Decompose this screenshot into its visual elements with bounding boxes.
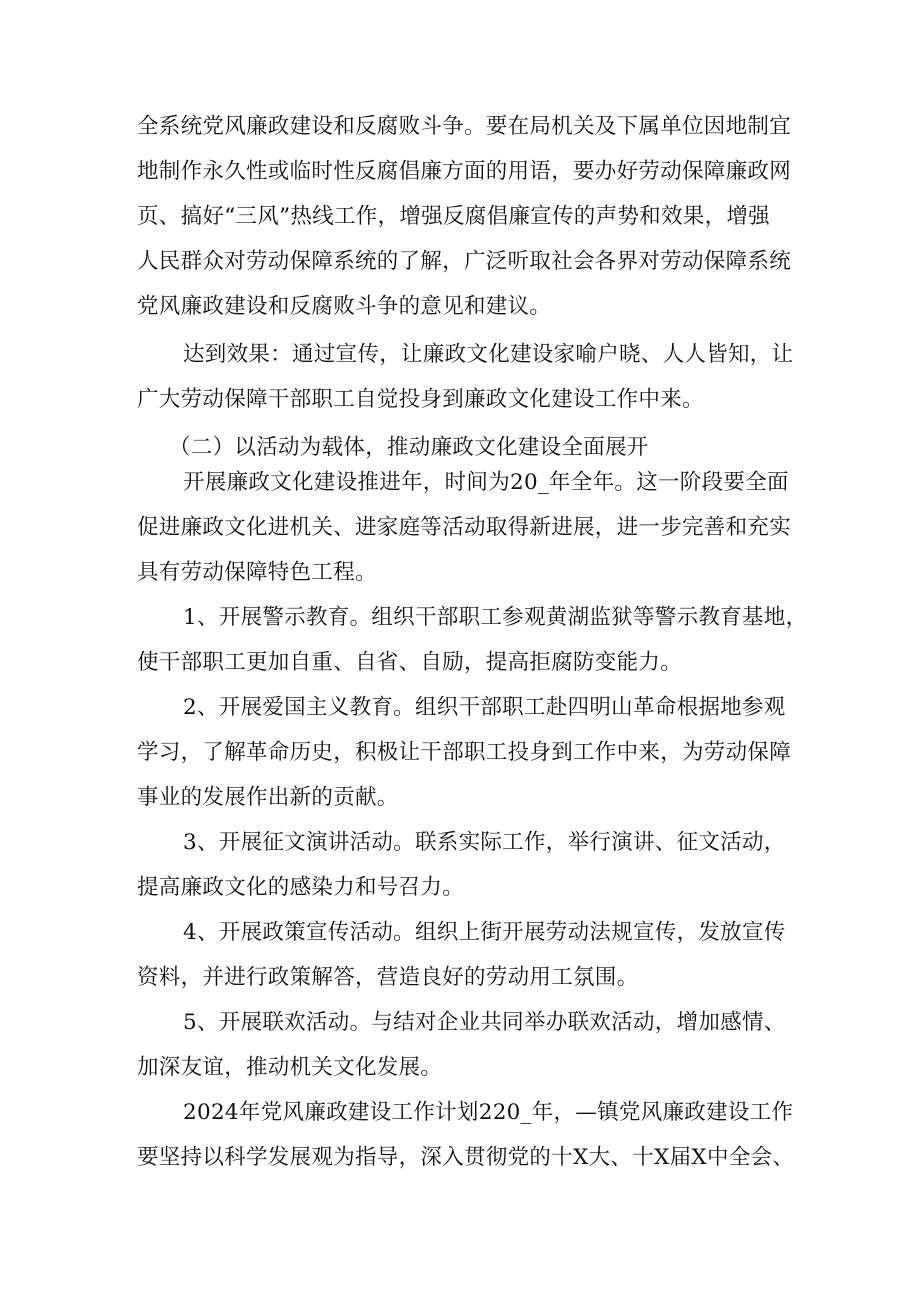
text-line: 4、开展政策宣传活动。组织上街开展劳动法规宣传，发放宣传 — [183, 920, 786, 945]
text-line: 具有劳动保障特色工程。 — [137, 560, 377, 585]
text-line: 使干部职工更加自重、自省、自励，提高拒腐防变能力。 — [137, 650, 683, 675]
text-line: 加深友谊，推动机关文化发展。 — [137, 1055, 443, 1080]
section-heading: （二）以活动为载体，推动廉政文化建设全面展开 — [169, 435, 649, 460]
text-line: 2、开展爱国主义教育。组织干部职工赴四明山革命根据地参观 — [183, 695, 786, 720]
text-line: 3、开展征文演讲活动。联系实际工作，举行演讲、征文活动， — [183, 830, 786, 855]
text-line: 全系统党风廉政建设和反腐败斗争。要在局机关及下属单位因地制宜 — [137, 114, 792, 139]
text-line: 5、开展联欢活动。与结对企业共同举办联欢活动，增加感情、 — [183, 1010, 786, 1035]
text-line: 资料，并进行政策解答，营造良好的劳动用工氛围。 — [137, 965, 639, 990]
text-line: 达到效果：通过宣传，让廉政文化建设家喻户晓、人人皆知，让 — [183, 342, 794, 367]
text-line: 促进廉政文化进机关、进家庭等活动取得新进展，进一步完善和充实 — [137, 515, 792, 540]
text-line: 人民群众对劳动保障系统的了解，广泛听取社会各界对劳动保障系统 — [137, 249, 792, 274]
text-line: 要坚持以科学发展观为指导，深入贯彻党的十X大、十X届X中全会、 — [137, 1145, 795, 1170]
text-line: 页、搞好“三风”热线工作，增强反腐倡廉宣传的声势和效果，增强 — [137, 204, 770, 229]
text-line: 2024年党风廉政建设工作计划220_年，—镇党风廉政建设工作 — [183, 1100, 794, 1125]
text-line: 学习，了解革命历史，积极让干部职工投身到工作中来，为劳动保障 — [137, 740, 792, 765]
text-line: 事业的发展作出新的贡献。 — [137, 785, 399, 810]
text-line: 地制作永久性或临时性反腐倡廉方面的用语，要办好劳动保障廉政网 — [137, 159, 792, 184]
text-line: 广大劳动保障干部职工自觉投身到廉政文化建设工作中来。 — [137, 387, 704, 412]
text-line: 党风廉政建设和反腐败斗争的意见和建议。 — [137, 294, 552, 319]
text-line: 1、开展警示教育。组织干部职工参观黄湖监狱等警示教育基地， — [183, 605, 808, 630]
text-line: 提高廉政文化的感染力和号召力。 — [137, 875, 465, 900]
text-line: 开展廉政文化建设推进年，时间为20_年全年。这一阶段要全面 — [183, 470, 789, 495]
